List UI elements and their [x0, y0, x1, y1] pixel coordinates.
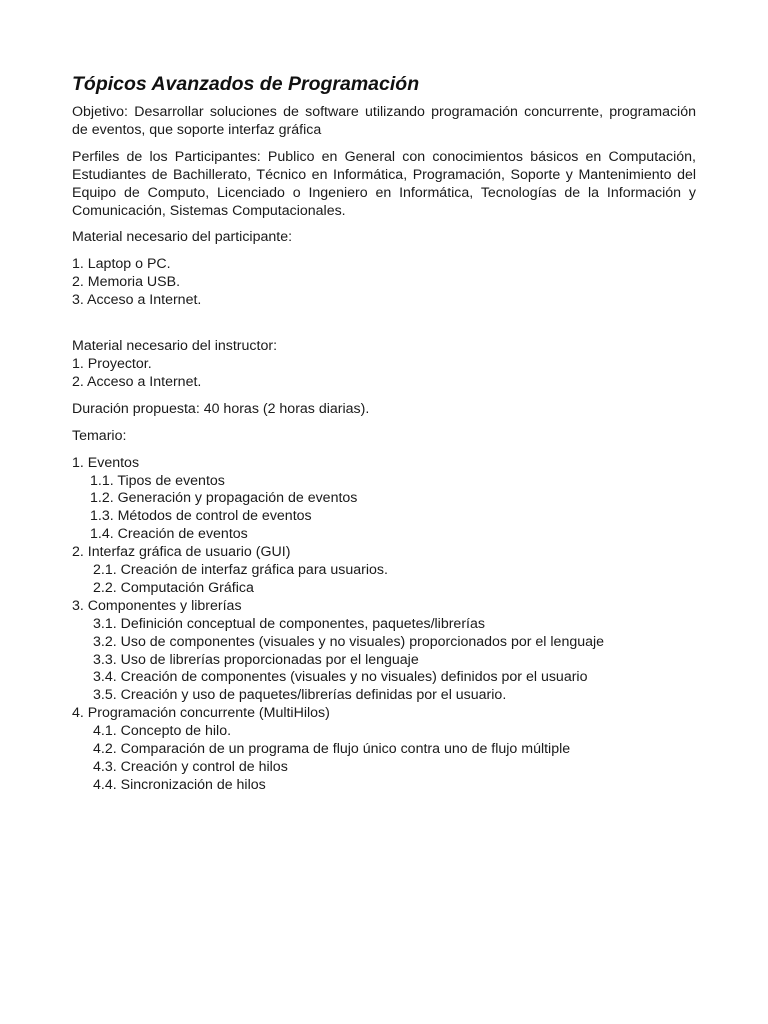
objective-paragraph: Objetivo: Desarrollar soluciones de software utilizando programación concurrente, programación de eventos, que soporte interfaz gráfica: [72, 104, 696, 138]
list-item: 1. Proyector.: [72, 355, 152, 372]
profiles-paragraph: Perfiles de los Participantes: Publico en General con conocimientos básicos en Computación, Estudiantes de Bachillerato, Técnico en Informática, Programación, Soporte y Mantenimiento del Equipo de Computo, Licenciado o Ingeniero en Informática, Tecnologías de la Información y Comunicación, Sistemas Computacionales.: [72, 148, 696, 219]
syllabus-topic: 3. Componentes y librerías: [72, 597, 242, 614]
participant-material-list: [72, 256, 696, 310]
syllabus-subtopic: 2.2. Computación Gráfica: [93, 579, 254, 596]
instructor-material-heading: Material necesario del instructor:: [72, 338, 278, 355]
syllabus-heading: Temario:: [72, 427, 127, 444]
syllabus-subtopic: 4.3. Creación y control de hilos: [93, 759, 288, 775]
syllabus-subtopic: 3.2. Uso de componentes (visuales y no visuales) proporcionados por el lenguaje: [93, 633, 605, 650]
syllabus-subtopic: 4.4. Sincronización de hilos: [93, 776, 266, 793]
document-title: Tópicos Avanzados de Programación: [72, 73, 420, 95]
syllabus-topic: 4. Programación concurrente (MultiHilos): [72, 705, 330, 722]
syllabus-subtopic: 3.3. Uso de librerías proporcionadas por el lenguaje: [93, 651, 419, 668]
duration-text: Duración propuesta: 40 horas (2 horas diarias).: [72, 400, 370, 417]
syllabus-subtopic: 4.2. Comparación de un programa de flujo único contra uno de flujo múltiple: [93, 741, 571, 758]
syllabus-topic: 1. Eventos: [72, 454, 140, 471]
syllabus-list: [72, 455, 696, 795]
syllabus-subtopic: 1.4. Creación de eventos: [90, 526, 248, 543]
syllabus-topic: 2. Interfaz gráfica de usuario (GUI): [72, 544, 291, 561]
syllabus-subtopic: 3.4. Creación de componentes (visuales y no visuales) definidos por el usuario: [93, 669, 588, 686]
list-item: 3. Acceso a Internet.: [72, 292, 202, 309]
syllabus-subtopic: 2.1. Creación de interfaz gráfica para usuarios.: [93, 562, 388, 579]
syllabus-subtopic: 1.2. Generación y propagación de eventos: [90, 490, 358, 507]
list-item: 2. Acceso a Internet.: [72, 373, 202, 390]
syllabus-subtopic: 3.1. Definición conceptual de componentes, paquetes/librerías: [93, 615, 485, 632]
participant-material-heading: Material necesario del participante:: [72, 229, 293, 246]
instructor-material-block: [72, 338, 696, 392]
list-item: 2. Memoria USB.: [72, 274, 181, 291]
syllabus-subtopic: 1.1. Tipos de eventos: [90, 472, 225, 489]
spacer: [72, 319, 696, 338]
list-item: 1. Laptop o PC.: [72, 256, 171, 273]
syllabus-subtopic: 1.3. Métodos de control de eventos: [90, 508, 312, 525]
document-page: [72, 72, 696, 804]
syllabus-subtopic: 3.5. Creación y uso de paquetes/librerías definidas por el usuario.: [93, 687, 507, 704]
syllabus-subtopic: 4.1. Concepto de hilo.: [93, 723, 232, 740]
